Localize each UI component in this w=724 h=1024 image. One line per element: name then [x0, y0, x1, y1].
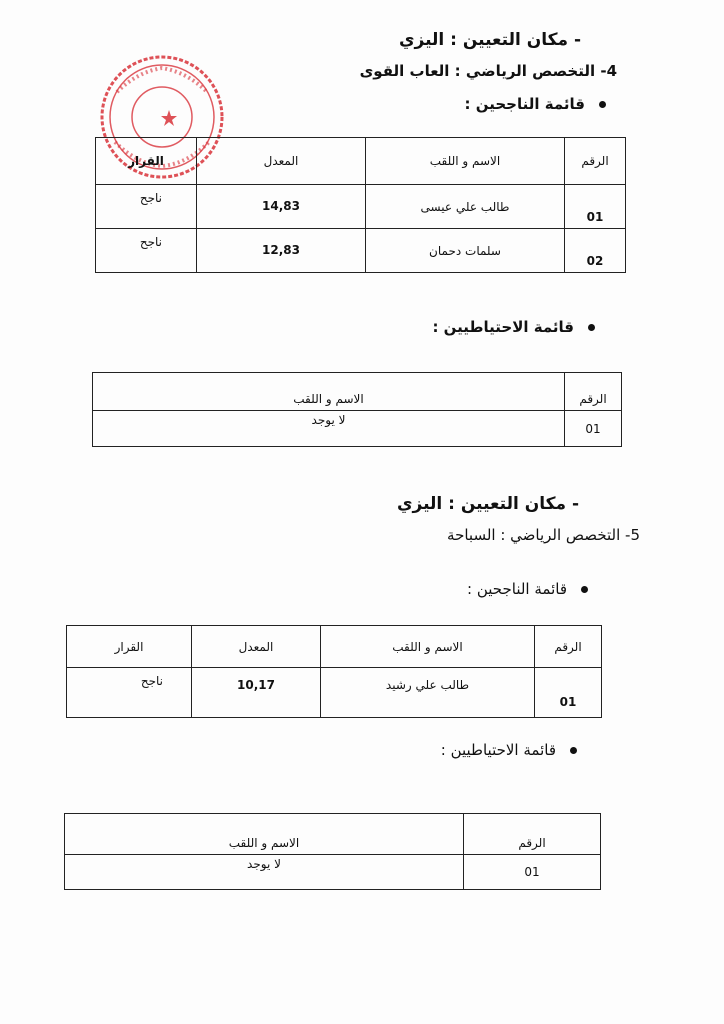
- cell-name: طالب علي رشيد: [321, 668, 535, 718]
- cell-name: طالب علي عيسى: [366, 185, 565, 229]
- table-header-row: [65, 814, 601, 855]
- reserves-title-1: قائمة الاحتياطيين :: [432, 318, 595, 336]
- cell-num: 02: [565, 229, 626, 273]
- reserves-table-2: [64, 813, 601, 890]
- table-header-row: [96, 138, 626, 185]
- bullet-icon: [581, 586, 588, 593]
- cell-name: لا يوجد: [65, 855, 464, 890]
- winners-table-2: [66, 625, 602, 718]
- place-heading-2: - مكان التعيين : اليزي: [396, 494, 579, 514]
- cell-num: 01: [565, 185, 626, 229]
- cell-avg: 14,83: [197, 185, 366, 229]
- header-num: الرقم: [464, 814, 601, 855]
- cell-decision: ناجح: [96, 185, 197, 229]
- specialty-heading-2: 5- التخصص الرياضي : السباحة: [447, 526, 640, 544]
- table-row: [65, 855, 601, 890]
- cell-num: 01: [464, 855, 601, 890]
- specialty-heading-1: 4- التخصص الرياضي : العاب القوى: [359, 62, 617, 80]
- cell-avg: 10,17: [192, 668, 321, 718]
- winners-title-2: قائمة الناجحين :: [467, 580, 588, 598]
- header-decision: القرار: [67, 626, 192, 668]
- table-row: [96, 185, 626, 229]
- header-name: الاسم و اللقب: [366, 138, 565, 185]
- cell-avg: 12,83: [197, 229, 366, 273]
- header-avg: المعدل: [192, 626, 321, 668]
- header-name: الاسم و اللقب: [321, 626, 535, 668]
- table-header-row: [67, 626, 602, 668]
- bullet-icon: [599, 101, 606, 108]
- table-row: [96, 229, 626, 273]
- header-decision: القرار: [96, 138, 197, 185]
- place-heading-1: - مكان التعيين : اليزي: [398, 30, 581, 50]
- table-header-row: [93, 373, 622, 411]
- table-row: [93, 411, 622, 447]
- header-num: الرقم: [565, 138, 626, 185]
- table-row: [67, 668, 602, 718]
- cell-name: لا يوجد: [93, 411, 565, 447]
- bullet-icon: [570, 747, 577, 754]
- header-name: الاسم و اللقب: [65, 814, 464, 855]
- header-num: الرقم: [535, 626, 602, 668]
- header-num: الرقم: [565, 373, 622, 411]
- reserves-table-1: [92, 372, 622, 447]
- winners-table-1: [95, 137, 626, 273]
- winners-title-1: قائمة الناجحين :: [465, 95, 606, 113]
- bullet-icon: [588, 324, 595, 331]
- header-avg: المعدل: [197, 138, 366, 185]
- cell-name: سلمات دحمان: [366, 229, 565, 273]
- header-name: الاسم و اللقب: [93, 373, 565, 411]
- cell-num: 01: [565, 411, 622, 447]
- cell-decision: ناجح: [96, 229, 197, 273]
- cell-decision: ناجح: [67, 668, 192, 718]
- cell-num: 01: [535, 668, 602, 718]
- reserves-title-2: قائمة الاحتياطيين :: [441, 741, 577, 759]
